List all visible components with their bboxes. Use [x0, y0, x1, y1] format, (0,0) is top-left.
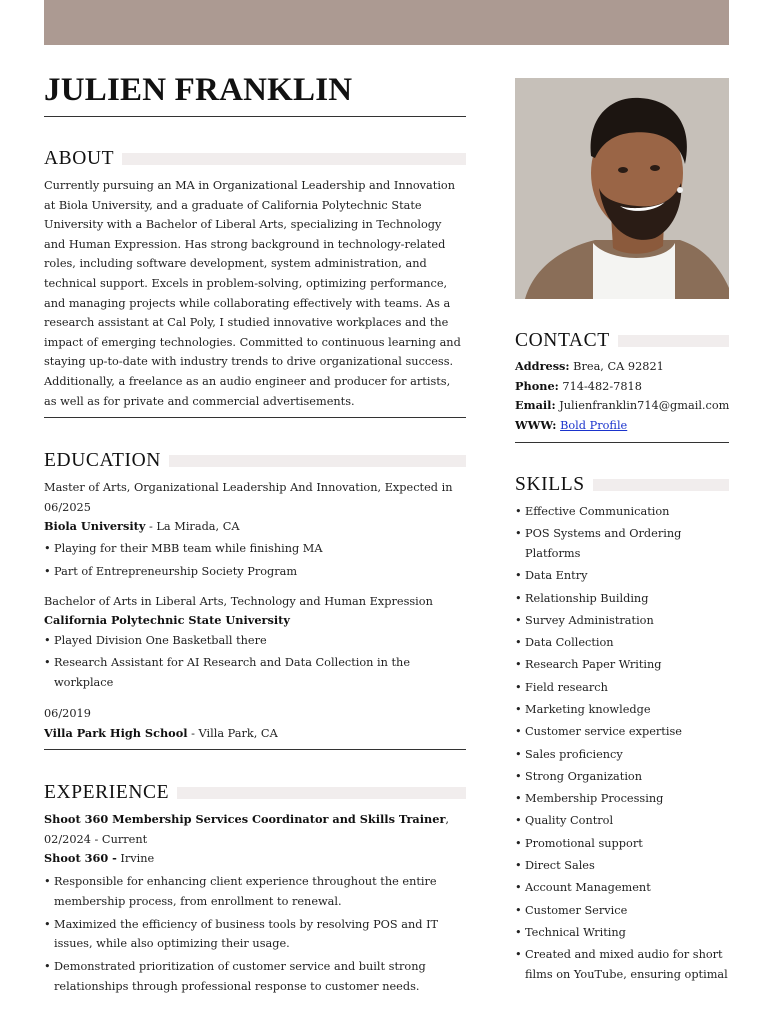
section-divider [44, 417, 466, 418]
phone-label: Phone: [515, 378, 559, 393]
section-band [593, 479, 729, 491]
skill-item: • Customer service expertise [515, 722, 729, 742]
section-band [122, 153, 466, 165]
section-band [618, 335, 729, 347]
list-item: • Responsible for enhancing client experience throughout the entire membership process, from enrollment to renewal. [44, 872, 466, 912]
school-line [44, 724, 466, 744]
skills-section [515, 473, 729, 985]
skill-item: • Field research [515, 678, 729, 698]
education-entry-ba [44, 592, 466, 694]
skill-item: • Promotional support [515, 834, 729, 854]
contact-details [515, 357, 729, 442]
skill-item: • Marketing knowledge [515, 700, 729, 720]
contact-heading [515, 332, 729, 350]
address-value: Brea, CA 92821 [569, 360, 664, 373]
company-line [44, 849, 466, 869]
contact-section [515, 332, 729, 443]
email-value: Julienfranklin714@gmail.com [555, 399, 730, 413]
section-divider [515, 442, 729, 443]
list-item: • Played Division One Basketball there [44, 631, 466, 651]
side-column [515, 78, 729, 987]
about-heading [44, 150, 466, 168]
skill-item: • Technical Writing [515, 923, 729, 943]
skill-item: • Quality Control [515, 811, 729, 831]
skill-item: • Customer Service [515, 901, 729, 921]
degree-title: Master of Arts, Organizational Leadership And Innovation, Expected in 06/2025 [44, 481, 453, 514]
experience-section [44, 784, 466, 997]
list-item: • Part of Entrepreneurship Society Program [44, 562, 466, 582]
education-title: EDUCATION [44, 450, 161, 472]
school-location: - La Mirada, CA [145, 520, 240, 534]
education-bullets [44, 631, 466, 693]
skill-item: • Relationship Building [515, 589, 729, 609]
list-item: • Playing for their MBB team while finishing MA [44, 539, 466, 559]
skill-item: • Data Entry [515, 566, 729, 586]
list-item: • Demonstrated prioritization of customer service and built strong relationships through professional response to customer needs. [44, 957, 466, 997]
email-label: Email: [515, 398, 556, 413]
section-divider [44, 749, 466, 750]
phone-value: 714-482-7818 [558, 379, 642, 393]
email-line [515, 396, 729, 416]
candidate-name: JULIEN FRANKLIN [44, 72, 466, 117]
section-band [169, 455, 466, 467]
main-column [44, 72, 466, 997]
list-item: • Research Assistant for AI Research and Data Collection in the workplace [44, 653, 466, 693]
profile-link[interactable]: Bold Profile [560, 419, 628, 433]
phone-line [515, 377, 729, 397]
section-band [177, 787, 466, 799]
school-line [44, 517, 466, 537]
skill-item: • Research Paper Writing [515, 655, 729, 675]
school-location: - Villa Park, CA [187, 726, 278, 740]
job-title-line [44, 810, 466, 849]
skills-title: SKILLS [515, 473, 585, 495]
address-line [515, 357, 729, 377]
school-name: Villa Park High School [44, 725, 188, 740]
skill-item: • Data Collection [515, 633, 729, 653]
header-color-bar [44, 0, 729, 45]
contact-title: CONTACT [515, 330, 610, 351]
school-line [44, 611, 466, 631]
www-label: WWW: [515, 418, 557, 433]
education-heading [44, 452, 466, 470]
graduation-date: 06/2019 [44, 707, 91, 721]
skills-list [515, 502, 729, 985]
job-title: Shoot 360 Membership Services Coordinator and Skills Trainer [44, 812, 446, 827]
skill-item: • Effective Communication [515, 502, 729, 522]
skill-item: • POS Systems and Ordering Platforms [515, 524, 729, 564]
degree-title: Bachelor of Arts in Liberal Arts, Technology and Human Expression [44, 594, 433, 608]
skill-item: • Membership Processing [515, 789, 729, 809]
school-name: California Polytechnic State University [44, 613, 290, 628]
profile-photo [515, 78, 729, 299]
website-line [515, 416, 729, 436]
skill-item: • Sales proficiency [515, 745, 729, 765]
experience-heading [44, 784, 466, 802]
experience-title: EXPERIENCE [44, 782, 170, 804]
skills-heading [515, 473, 729, 495]
skill-item: • Created and mixed audio for short films on YouTube, ensuring optimal [515, 945, 729, 985]
about-title: ABOUT [44, 148, 115, 169]
portrait-illustration [515, 78, 729, 299]
company-name: Shoot 360 - [44, 851, 117, 866]
skill-item: • Direct Sales [515, 856, 729, 876]
about-section [44, 150, 466, 418]
company-location: Irvine [116, 852, 155, 866]
list-item: • Maximized the efficiency of business tools by resolving POS and IT issues, while also optimizing their usage. [44, 915, 466, 955]
education-entry-hs [44, 704, 466, 749]
skill-item: • Survey Administration [515, 611, 729, 631]
about-text: Currently pursuing an MA in Organizational Leadership and Innovation at Biola University, and a graduate of California Polytechnic State University with a Bachelor of Liberal Arts, specializing in Technology and Human Expression. Has strong background in technology-related roles, including software development, system administration, and technical support. Excels in problem-solving, optimizing performance, and managing projects while collaborating effectively with teams. As a research assistant at Cal Poly, I studied innovative workplaces and the impact of emerging technologies. Committed to continuous learning and staying up-to-date with industry trends to drive organizational success. Additionally, a freelance as an audio engineer and producer for artists, as well as for private and commercial advertisements. [44, 179, 461, 408]
job-dates: , 02/2024 - Current [44, 813, 449, 846]
experience-bullets [44, 872, 466, 997]
skill-item: • Account Management [515, 878, 729, 898]
address-label: Address: [515, 359, 570, 373]
school-name: Biola University [44, 519, 146, 534]
education-entry-ma [44, 478, 466, 581]
education-bullets [44, 539, 466, 582]
skill-item: • Strong Organization [515, 767, 729, 787]
education-section [44, 452, 466, 750]
